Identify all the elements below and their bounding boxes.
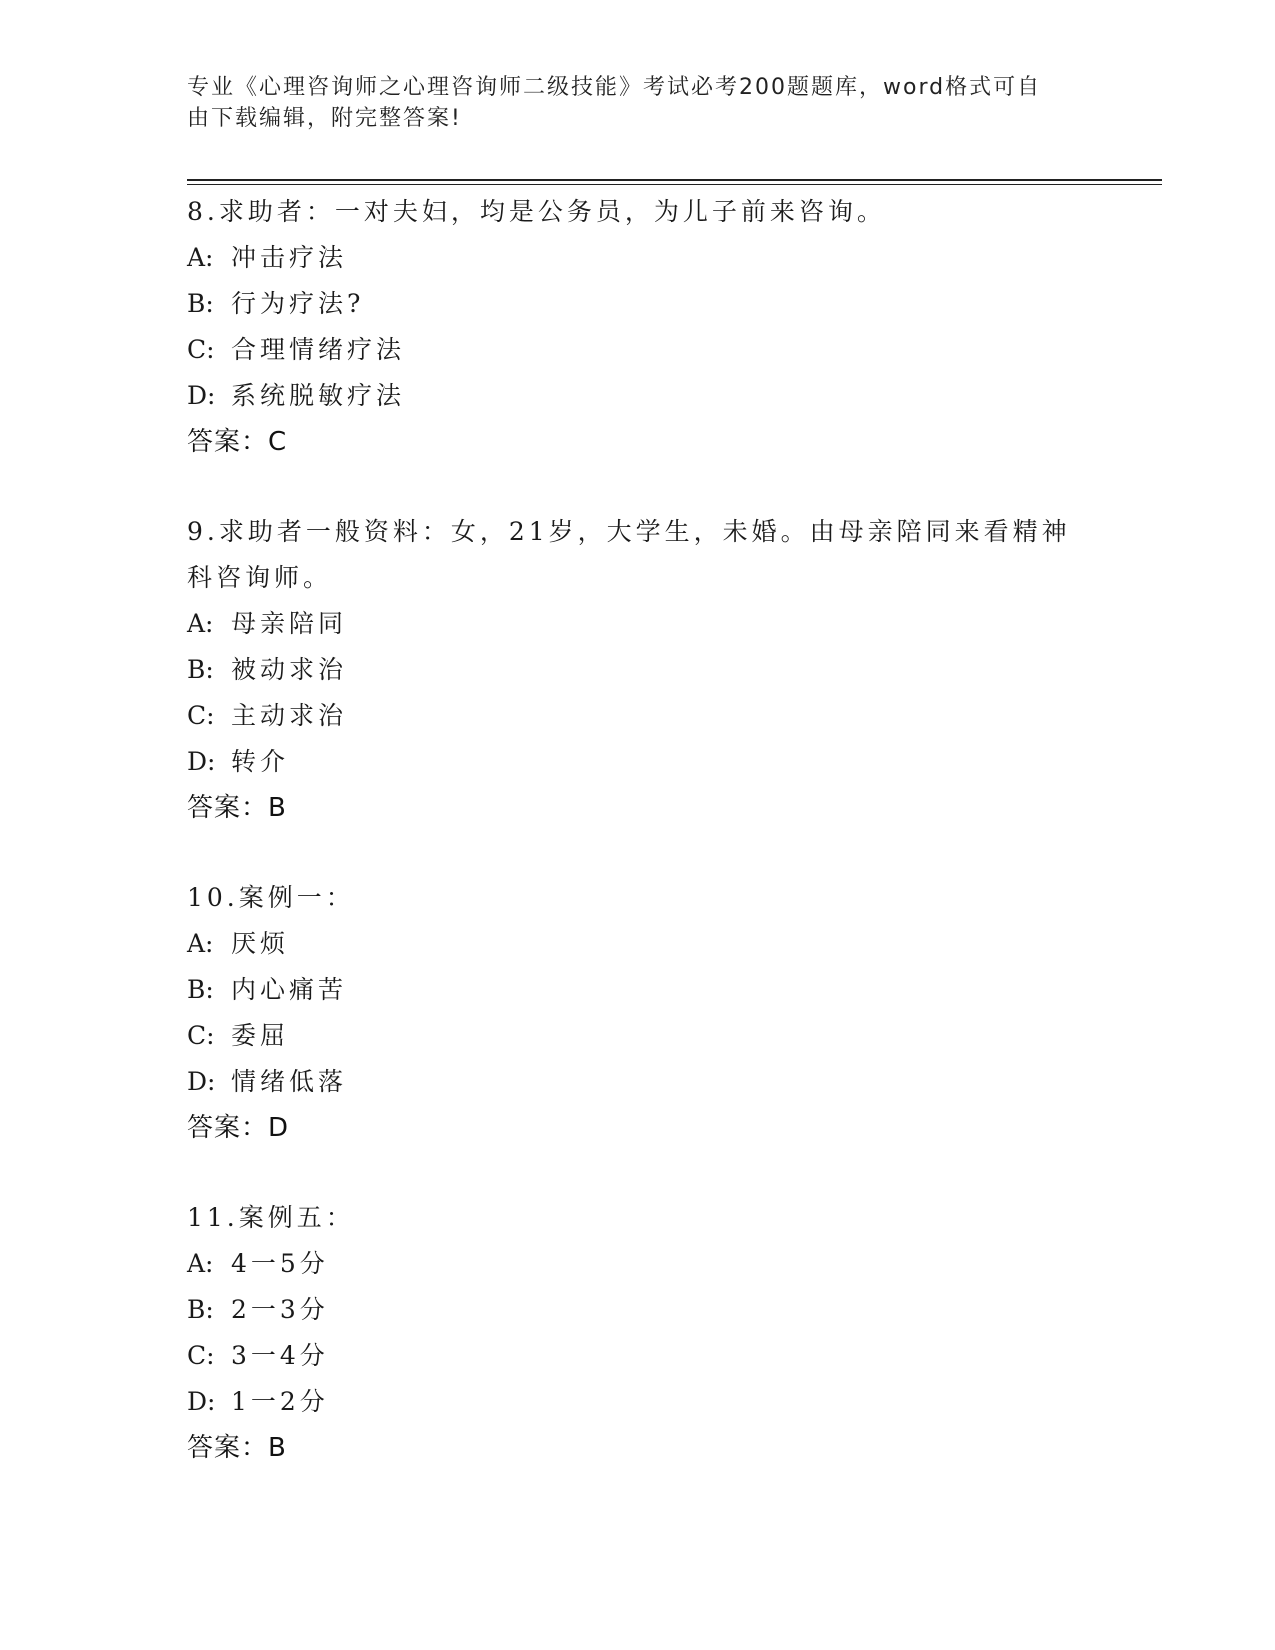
question-stem: 10.案例一： [187, 883, 355, 912]
option-text: 被动求治 [231, 655, 348, 684]
option-text: 1一2分 [231, 1387, 329, 1416]
option-b [187, 281, 1087, 327]
option-a [187, 601, 1087, 647]
option-letter: C: [187, 335, 215, 364]
option-letter: A: [187, 609, 214, 638]
option-a [187, 921, 1087, 967]
option-letter: C: [187, 1021, 215, 1050]
option-text: 4一5分 [231, 1249, 329, 1278]
question-10 [187, 875, 1087, 1151]
option-letter: D: [187, 1387, 216, 1416]
option-text: 委屈 [231, 1021, 290, 1050]
answer-line: 答案：B [187, 793, 287, 823]
option-letter: A: [187, 243, 214, 272]
option-letter: B: [187, 289, 214, 318]
answer-line: 答案：C [187, 427, 288, 457]
option-letter: C: [187, 1341, 215, 1370]
option-d [187, 1059, 1087, 1105]
option-text: 母亲陪同 [231, 609, 348, 638]
option-letter: D: [187, 381, 216, 410]
option-d [187, 739, 1087, 785]
option-text: 转介 [231, 747, 290, 776]
option-b [187, 647, 1087, 693]
option-letter: C: [187, 701, 215, 730]
option-letter: B: [187, 655, 214, 684]
option-c [187, 1013, 1087, 1059]
option-a [187, 1241, 1087, 1287]
option-text: 厌烦 [231, 929, 290, 958]
option-c [187, 327, 1087, 373]
option-text: 主动求治 [231, 701, 348, 730]
header-line-2: 由下载编辑，附完整答案! [187, 106, 462, 131]
option-letter: A: [187, 1249, 214, 1278]
option-a [187, 235, 1087, 281]
question-list [187, 189, 1087, 1471]
header-divider-thick [187, 179, 1162, 181]
option-text: 2一3分 [231, 1295, 329, 1324]
option-letter: D: [187, 747, 216, 776]
answer-line: 答案：D [187, 1113, 290, 1143]
option-d [187, 373, 1087, 419]
header-line-1: 专业《心理咨询师之心理咨询师二级技能》考试必考200题题库，word格式可自 [187, 75, 1042, 100]
option-c [187, 693, 1087, 739]
option-text: 内心痛苦 [231, 975, 348, 1004]
question-stem: 8.求助者：一对夫妇，均是公务员，为儿子前来咨询。 [187, 197, 886, 226]
question-8 [187, 189, 1087, 465]
option-b [187, 1287, 1087, 1333]
option-d [187, 1379, 1087, 1425]
option-text: 行为疗法? [231, 289, 365, 318]
option-text: 合理情绪疗法 [231, 335, 406, 364]
question-stem-continued: 科咨询师。 [187, 563, 333, 592]
option-letter: B: [187, 975, 214, 1004]
option-c [187, 1333, 1087, 1379]
option-b [187, 967, 1087, 1013]
option-letter: D: [187, 1067, 216, 1096]
answer-line: 答案：B [187, 1433, 287, 1463]
option-text: 系统脱敏疗法 [231, 381, 406, 410]
header-divider-thin [187, 184, 1162, 185]
option-letter: A: [187, 929, 214, 958]
question-9 [187, 509, 1087, 831]
question-11 [187, 1195, 1087, 1471]
option-text: 情绪低落 [231, 1067, 348, 1096]
option-text: 3一4分 [231, 1341, 329, 1370]
option-letter: B: [187, 1295, 214, 1324]
question-stem: 11.案例五： [187, 1203, 355, 1232]
option-text: 冲击疗法 [231, 243, 348, 272]
question-stem: 9.求助者一般资料：女，21岁，大学生，未婚。由母亲陪同来看精神 [187, 517, 1071, 546]
document-header [187, 72, 1077, 134]
